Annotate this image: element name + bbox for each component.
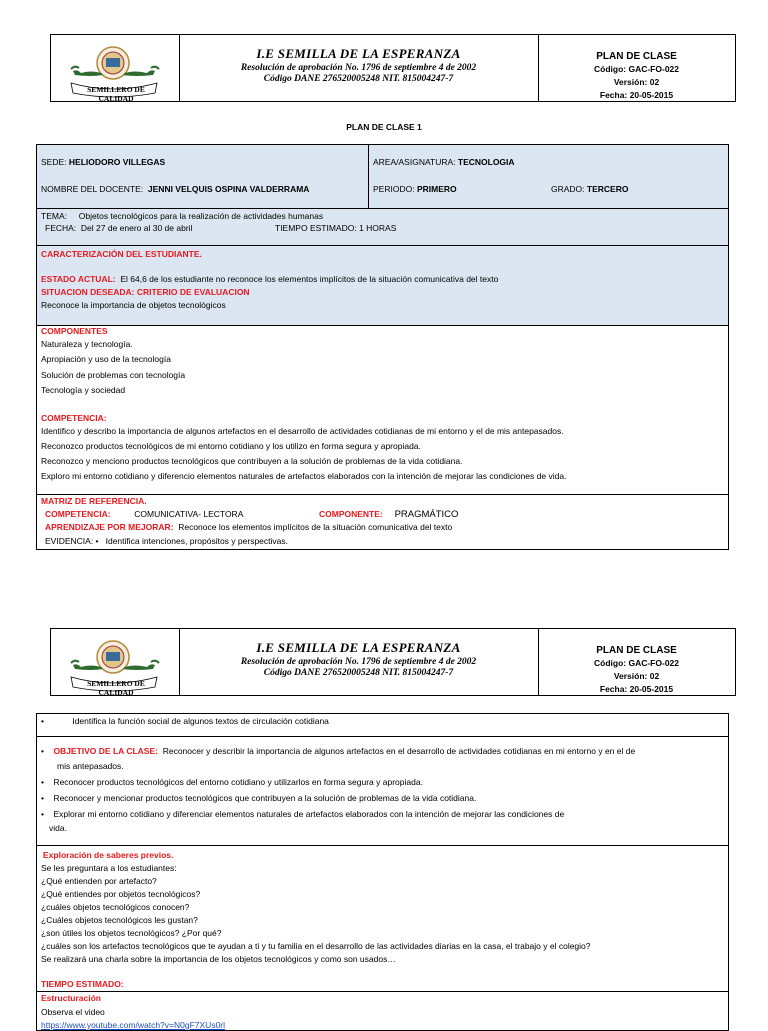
- exploracion-line: ¿cuáles objetos tecnológicos conocen?: [41, 902, 190, 912]
- docente-row: NOMBRE DEL DOCENTE: JENNI VELQUIS OSPINA VALDERRAMA: [41, 184, 310, 194]
- periodo-row: PERIODO: PRIMERO: [373, 184, 457, 194]
- header-title-block: [179, 35, 539, 101]
- objetivo-item-cont: vida.: [49, 823, 67, 833]
- exploracion-line: ¿Qué entienden por artefacto?: [41, 876, 157, 886]
- page-title: PLAN DE CLASE 1: [346, 122, 422, 132]
- tema-row: TEMA: Objetos tecnológicos para la realización de actividades humanas: [41, 211, 324, 221]
- logo-text: SEMILLERO DE CALIDAD: [87, 85, 145, 103]
- area-row: AREA/ASIGNATURA: TECNOLOGIA: [373, 157, 515, 167]
- matriz-evidencia: EVIDENCIA: • Identifica intenciones, propósitos y perspectivas.: [45, 536, 288, 546]
- objetivo-box: [36, 736, 729, 846]
- exploracion-box: [36, 845, 729, 992]
- info-box: [36, 144, 729, 209]
- bullet-box: [36, 713, 729, 737]
- exploracion-line: Se realizará una charla sobre la importancia de los objetos tecnológicos y como son usados…: [41, 954, 396, 964]
- tiempo-row: TIEMPO ESTIMADO: 1 HORAS: [275, 223, 397, 233]
- componentes-title: COMPONENTES: [41, 326, 108, 336]
- competencia-item: Identifico y describo la importancia de algunos artefactos en el desarrollo de actividades cotidianas de mi entorno y el de mis antepasados.: [41, 426, 564, 436]
- exploracion-line: ¿Cuáles objetos tecnológicos les gustan?: [41, 915, 198, 925]
- objetivo-item: • Explorar mi entorno cotidiano y diferenciar elementos naturales de artefactos elaborados con la intención de mejorar las condiciones de: [41, 809, 565, 819]
- exploracion-line: Se les preguntara a los estudiantes:: [41, 863, 177, 873]
- exploracion-line: ¿son útiles los objetos tecnológicos? ¿Por qué?: [41, 928, 222, 938]
- componentes-box: [36, 325, 729, 495]
- componente-item: Naturaleza y tecnología.: [41, 339, 133, 349]
- doc-title: PLAN DE CLASE: [596, 645, 677, 656]
- school-logo: [51, 35, 180, 101]
- exploracion-line: ¿Qué entiendes por objetos tecnológicos?: [41, 889, 201, 899]
- competencia-item: Exploro mi entorno cotidiano y diferencio elementos naturales de artefactos elaborados con la intención de mejorar las condiciones de vida.: [41, 471, 567, 481]
- header-title-block: [179, 629, 539, 695]
- objetivo-item: • Reconocer productos tecnológicos del entorno cotidiano y utilizarlos en forma segura y apropiada.: [41, 777, 423, 787]
- matriz-aprendizaje: APRENDIZAJE POR MEJORAR: Reconoce los elementos implícitos de la situación comunicativa del texto: [45, 522, 453, 532]
- header-doc-info: [538, 629, 735, 695]
- estructuracion-box: [36, 991, 729, 1031]
- objetivo-item-cont: mis antepasados.: [57, 761, 124, 771]
- matriz-title: MATRIZ DE REFERENCIA.: [41, 496, 147, 506]
- componente-item: Solución de problemas con tecnología: [41, 370, 186, 380]
- school-logo: [51, 629, 180, 695]
- video-link[interactable]: https://www.youtube.com/watch?v=N0gF7XUs0rl: [41, 1020, 226, 1030]
- exploracion-line: ¿cuáles son los artefactos tecnológicos que te ayudan a ti y tu familia en el desarrollo de las actividades diarias en la casa, el trabajo y el colegio?: [41, 941, 591, 951]
- grado-row: GRADO: TERCERO: [551, 184, 629, 194]
- tiempo-title: TIEMPO ESTIMADO:: [41, 979, 124, 989]
- doc-code: Código: GAC-FO-022: [594, 64, 679, 74]
- competencia-item: Reconozco productos tecnológicos de mi entorno cotidiano y los utilizo en forma segura y apropiada.: [41, 441, 421, 451]
- header-doc-info: [538, 35, 735, 101]
- caracterizacion-title: CARACTERIZACIÓN DEL ESTUDIANTE.: [41, 249, 202, 259]
- matriz-competencia: COMPETENCIA: COMUNICATIVA- LECTORA: [45, 509, 244, 519]
- sede-row: SEDE: HELIODORO VILLEGAS: [41, 157, 166, 167]
- doc-code: Código: GAC-FO-022: [594, 658, 679, 668]
- document-header-page2: [50, 628, 736, 696]
- componente-item: Apropiación y uso de la tecnología: [41, 354, 171, 364]
- list-item: • Identifica la función social de algunos textos de circulación cotidiana: [41, 716, 329, 726]
- competencia-title: COMPETENCIA:: [41, 413, 107, 423]
- resolution: Resolución de aprobación No. 1796 de septiembre 4 de 2002: [240, 63, 477, 73]
- competencia-item: Reconozco y menciono productos tecnológicos que contribuyen a la solución de problemas de la vida cotidiana.: [41, 456, 463, 466]
- matriz-box: [36, 494, 729, 550]
- dane-nit: Código DANE 276520005248 NIT. 815004247-7: [263, 668, 454, 678]
- fecha-row: FECHA: Del 27 de enero al 30 de abril: [45, 223, 193, 233]
- logo-text: SEMILLERO DE CALIDAD: [87, 679, 145, 697]
- resolution: Resolución de aprobación No. 1796 de septiembre 4 de 2002: [240, 657, 477, 667]
- caracterizacion-box: [36, 245, 729, 326]
- doc-title: PLAN DE CLASE: [596, 51, 677, 62]
- matriz-componente: COMPONENTE: PRAGMÁTICO: [319, 509, 459, 520]
- observa-text: Observa el video: [41, 1007, 105, 1017]
- componente-item: Tecnología y sociedad: [41, 385, 126, 395]
- doc-version: Versión: 02: [613, 77, 660, 87]
- situacion-label: SITUACION DESEADA: CRITERIO DE EVALUACION: [41, 287, 250, 297]
- estructuracion-title: Estructuración: [41, 993, 101, 1003]
- situacion-value: Reconoce la importancia de objetos tecnológicos: [41, 300, 226, 310]
- objetivo-item: • OBJETIVO DE LA CLASE: Reconocer y describir la importancia de algunos artefactos en el desarrollo de actividades cotidianas en mi entorno y en el de: [41, 746, 636, 756]
- doc-version: Versión: 02: [613, 671, 660, 681]
- dane-nit: Código DANE 276520005248 NIT. 815004247-7: [263, 74, 454, 84]
- school-name: I.E SEMILLA DE LA ESPERANZA: [256, 46, 461, 61]
- doc-date: Fecha: 20-05-2015: [599, 90, 674, 100]
- doc-date: Fecha: 20-05-2015: [599, 684, 674, 694]
- school-name: I.E SEMILLA DE LA ESPERANZA: [256, 640, 461, 655]
- exploracion-title: Exploración de saberes previos.: [43, 850, 174, 860]
- tema-box: [36, 208, 729, 246]
- objetivo-item: • Reconocer y mencionar productos tecnológicos que contribuyen a la solución de problemas de la vida cotidiana.: [41, 793, 477, 803]
- document-header: [50, 34, 736, 102]
- estado-row: ESTADO ACTUAL: El 64,6 de los estudiante no reconoce los elementos implícitos de la situación comunicativa del texto: [41, 274, 499, 284]
